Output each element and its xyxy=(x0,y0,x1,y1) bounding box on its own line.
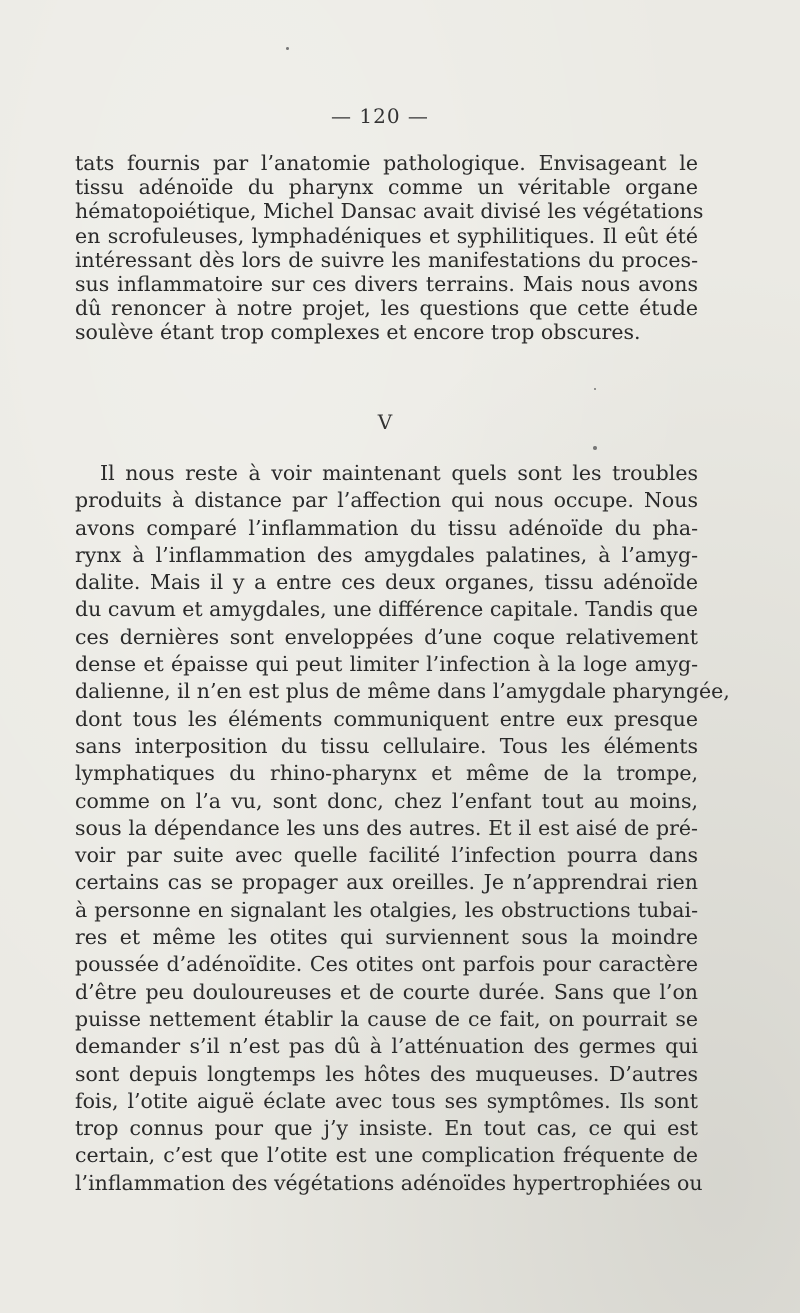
text-line: certains cas se propager aux oreilles. Je n’apprendrai rien xyxy=(75,870,698,895)
text-line: sous la dépendance les uns des autres. Et il est aisé de pré- xyxy=(75,815,698,840)
text-line: à personne en signalant les otalgies, les obstructions tubai- xyxy=(75,897,698,922)
text-line: sans interposition du tissu cellulaire. Tous les éléments xyxy=(75,733,698,758)
text-line: certain, c’est que l’otite est une complication fréquente de xyxy=(75,1143,698,1168)
paragraph-2 xyxy=(75,460,730,1197)
text-line: intéressant dès lors de suivre les manifestations du proces- xyxy=(75,247,698,272)
text-line: dont tous les éléments communiquent entre eux presque xyxy=(75,706,698,731)
print-speck xyxy=(286,47,289,50)
print-speck xyxy=(593,446,597,450)
text-line: fois, l’otite aiguë éclate avec tous ses symptômes. Ils sont xyxy=(75,1088,698,1113)
text-line: en scrofuleuses, lymphadéniques et syphilitiques. Il eût été xyxy=(75,223,698,248)
text-line: lymphatiques du rhino-pharynx et même de la trompe, xyxy=(75,761,698,786)
text-line: d’être peu douloureuses et de courte durée. Sans que l’on xyxy=(75,979,698,1004)
text-line: dalite. Mais il y a entre ces deux organes, tissu adénoïde xyxy=(75,570,698,595)
text-line: voir par suite avec quelle facilité l’infection pourra dans xyxy=(75,843,698,868)
text-line: du cavum et amygdales, une différence capitale. Tandis que xyxy=(75,597,699,622)
text-line: demander s’il n’est pas dû à l’atténuation des germes qui xyxy=(75,1034,698,1059)
text-line: l’inflammation des végétations adénoïdes hypertrophiées ou xyxy=(75,1170,703,1195)
text-line: sont depuis longtemps les hôtes des muqueuses. D’autres xyxy=(75,1061,698,1086)
text-line: avons comparé l’inflammation du tissu adénoïde du pha- xyxy=(75,515,698,540)
text-line: tissu adénoïde du pharynx comme un véritable organe xyxy=(75,175,698,200)
text-line: soulève étant trop complexes et encore trop obscures. xyxy=(75,320,641,345)
text-line: comme on l’a vu, sont donc, chez l’enfant tout au moins, xyxy=(75,788,698,813)
text-line: res et même les otites qui surviennent sous la moindre xyxy=(75,925,698,950)
text-line: produits à distance par l’affection qui nous occupe. Nous xyxy=(75,488,698,513)
page-number: — 120 — xyxy=(331,104,429,128)
text-line: Il nous reste à voir maintenant quels sont les troubles xyxy=(100,461,698,485)
text-line: tats fournis par l’anatomie pathologique. Envisageant le xyxy=(75,151,698,175)
section-heading: V xyxy=(377,410,393,434)
print-speck xyxy=(594,388,596,390)
text-line: trop connus pour que j’y insiste. En tout cas, ce qui est xyxy=(75,1116,698,1141)
text-line: hématopoiétique, Michel Dansac avait divisé les végétations xyxy=(75,199,704,224)
text-line: rynx à l’inflammation des amygdales palatines, à l’amyg- xyxy=(75,542,698,567)
text-line: poussée d’adénoïdite. Ces otites ont parfois pour caractère xyxy=(75,952,698,977)
text-line: puisse nettement établir la cause de ce fait, on pourrait se xyxy=(75,1006,698,1031)
text-line: dû renoncer à notre projet, les questions que cette étude xyxy=(75,296,698,321)
text-line: dalienne, il n’en est plus de même dans l’amygdale pharyngée, xyxy=(75,679,730,704)
paragraph-1 xyxy=(75,151,704,345)
text-line: sus inflammatoire sur ces divers terrains. Mais nous avons xyxy=(75,271,698,296)
text-line: dense et épaisse qui peut limiter l’infection à la loge amyg- xyxy=(75,652,698,677)
text-line: ces dernières sont enveloppées d’une coque relativement xyxy=(75,624,698,649)
